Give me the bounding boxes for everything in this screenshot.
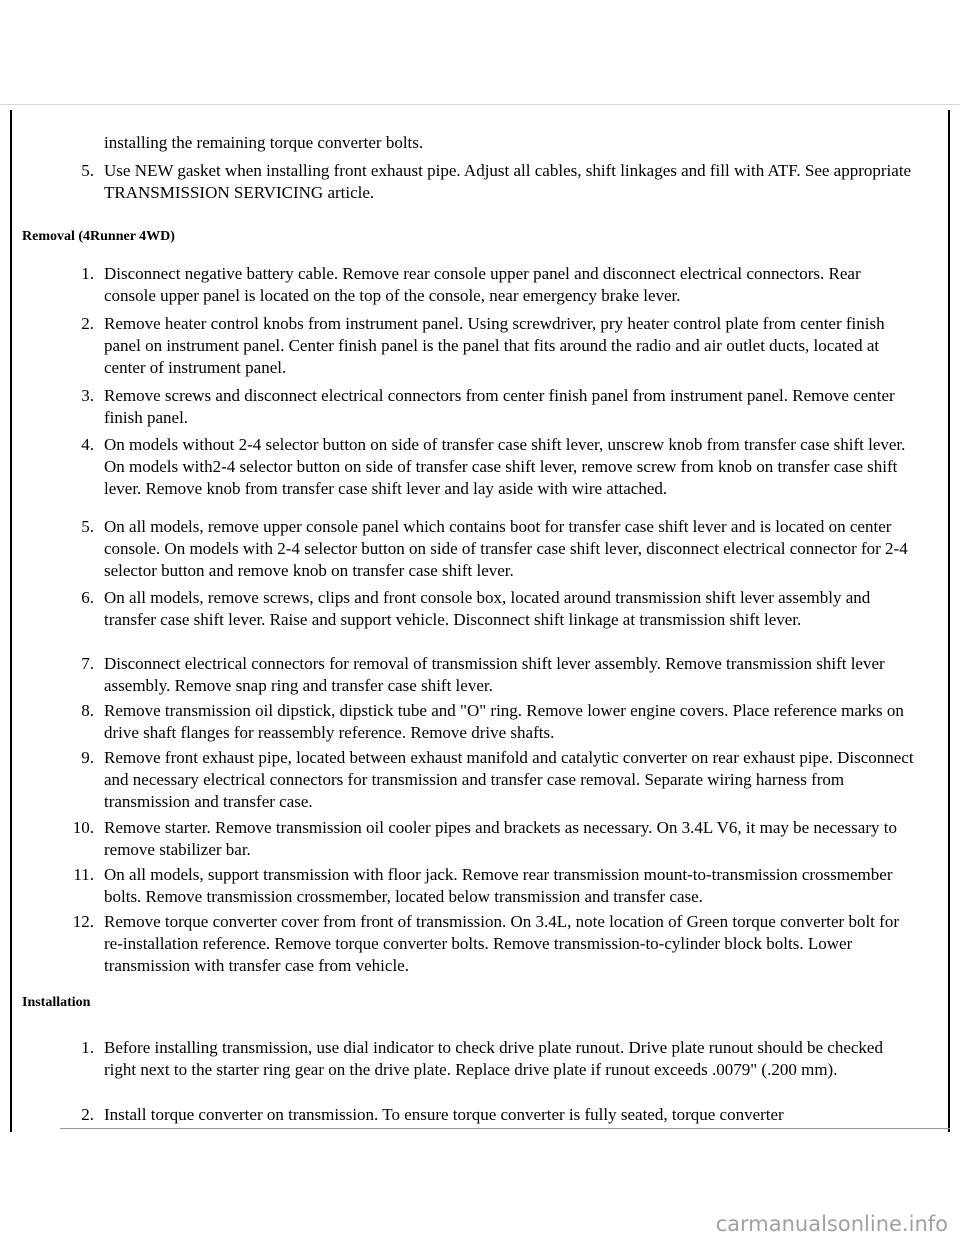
step-number: 2.: [81, 314, 94, 333]
step-number: 12.: [72, 912, 94, 931]
step-number: 6.: [81, 588, 94, 607]
step-text: Remove heater control knobs from instrument panel. Using screwdriver, pry heater control plate from center finish panel on instrument panel. Center finish panel is the panel that fits around the radio and air outlet ducts, located at center of instrument panel.: [104, 314, 885, 377]
step-text: Use NEW gasket when installing front exhaust pipe. Adjust all cables, shift linkages and fill with ATF. See appropriate TRANSMISSION SERVICING article.: [104, 161, 912, 202]
right-margin-bar: [948, 110, 950, 1132]
step-text: On all models, remove screws, clips and front console box, located around transmission shift lever assembly and transfer case shift lever. Raise and support vehicle. Disconnect shift linkage at transmission shift lever.: [104, 588, 871, 629]
step-text: On all models, support transmission with floor jack. Remove rear transmission mount-to-transmission crossmember bolts. Remove transmission crossmember, located below transmission and transfer case.: [104, 865, 893, 906]
step-number: 7.: [81, 654, 94, 673]
step-number: 10.: [72, 818, 94, 837]
step-text: Remove front exhaust pipe, located between exhaust manifold and catalytic converter on rear exhaust pipe. Disconnect and necessary electrical connectors for transmission and transfer case removal. Separate wiring harness from transmission and transfer case.: [104, 748, 914, 811]
step-number: 8.: [81, 701, 94, 720]
step-text: Remove screws and disconnect electrical connectors from center finish panel from instrument panel. Remove center finish panel.: [104, 386, 895, 427]
section-heading-removal: Removal (4Runner 4WD): [22, 229, 175, 244]
step-number: 4.: [81, 435, 94, 454]
step-text: Disconnect electrical connectors for removal of transmission shift lever assembly. Remove transmission shift lever assembly. Remove snap ring and transfer case shift lever.: [104, 654, 885, 695]
step-number: 2.: [81, 1105, 94, 1124]
step-number: 1.: [81, 1038, 94, 1057]
bottom-rule: [60, 1128, 950, 1129]
step-number: 9.: [81, 748, 94, 767]
step-text: Remove transmission oil dipstick, dipstick tube and "O" ring. Remove lower engine covers. Place reference marks on drive shaft flanges for reassembly reference. Remove drive shafts.: [104, 701, 904, 742]
top-rule: [0, 104, 960, 105]
section-heading-installation: Installation: [22, 995, 91, 1010]
continuation-text: installing the remaining torque converter bolts.: [104, 133, 424, 152]
step-text: Remove torque converter cover from front of transmission. On 3.4L, note location of Green torque converter bolt for re-installation reference. Remove torque converter bolts. Remove transmission-to-cylinder block bolts. Lower transmission with transfer case from vehicle.: [104, 912, 899, 975]
step-text: Install torque converter on transmission. To ensure torque converter is fully seated, torque converter: [104, 1105, 784, 1124]
step-number: 3.: [81, 386, 94, 405]
step-text: On all models, remove upper console panel which contains boot for transfer case shift lever and is located on center console. On models with 2-4 selector button on side of transfer case shift lever, disconnect electrical connector for 2-4 selector button and remove knob on transfer case shift lever.: [104, 517, 908, 580]
step-number: 11.: [73, 865, 94, 884]
step-text: On models without 2-4 selector button on side of transfer case shift lever, unscrew knob from transfer case shift lever. On models with2-4 selector button on side of transfer case shift lever, remove screw from knob on transfer case shift lever. Remove knob from transfer case shift lever and lay aside with wire attached.: [104, 435, 906, 498]
step-text: Remove starter. Remove transmission oil cooler pipes and brackets as necessary. On 3.4L V6, it may be necessary to remove stabilizer bar.: [104, 818, 897, 859]
step-text: Before installing transmission, use dial indicator to check drive plate runout. Drive plate runout should be checked right next to the starter ring gear on the drive plate. Replace drive plate if runout exceeds .0079" (.200 mm).: [104, 1038, 883, 1079]
step-text: Disconnect negative battery cable. Remove rear console upper panel and disconnect electrical connectors. Rear console upper panel is located on the top of the console, near emergency brake lever.: [104, 264, 861, 305]
watermark-text: carmanualsonline.info: [715, 1212, 948, 1236]
left-margin-bar: [10, 110, 12, 1132]
step-number: 5.: [81, 161, 94, 180]
step-number: 1.: [81, 264, 94, 283]
step-number: 5.: [81, 517, 94, 536]
